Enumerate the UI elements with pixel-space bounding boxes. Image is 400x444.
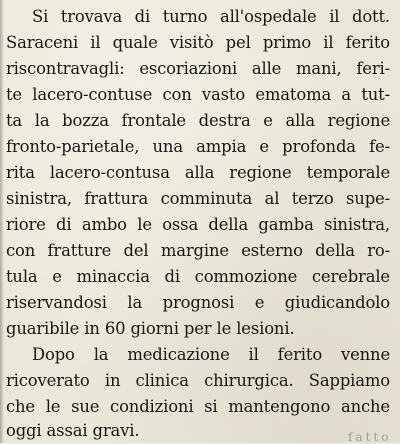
article-line: tula e minaccia di commozione cerebrale xyxy=(6,267,390,286)
article-line: ta la bozza frontale destra e alla regione xyxy=(6,111,390,130)
article-line: te lacero-contuse con vasto ematoma a tut- xyxy=(6,85,390,104)
article-line: riscontravagli: escoriazioni alle mani, feri- xyxy=(6,59,390,78)
article-line: che le sue condizioni si mantengono anche xyxy=(6,397,390,416)
article-line: riservandosi la prognosi e giudicandolo xyxy=(6,293,390,312)
article-line: guaribile in 60 giorni per le lesioni. xyxy=(6,319,295,338)
article-line: Si trovava di turno all'ospedale il dott. xyxy=(32,7,390,26)
article-line: rita lacero-contusa alla regione temporale xyxy=(6,163,390,182)
article-line: Saraceni il quale visitò pel primo il ferito xyxy=(6,33,390,52)
article-line: ricoverato in clinica chirurgica. Sappiamo xyxy=(6,371,390,390)
article-line: riore di ambo le ossa della gamba sinistra, xyxy=(6,215,390,234)
article-line: sinistra, frattura comminuta al terzo supe- xyxy=(6,189,390,208)
article-line: con fratture del margine esterno della ro- xyxy=(6,241,390,260)
article-line: oggi assai gravi. xyxy=(6,421,140,440)
article-line: fronto-parietale, una ampia e profonda fe- xyxy=(6,137,390,156)
article-line: Dopo la medicazione il ferito venne xyxy=(32,345,390,364)
faded-text-fragment: fatto xyxy=(348,430,392,444)
